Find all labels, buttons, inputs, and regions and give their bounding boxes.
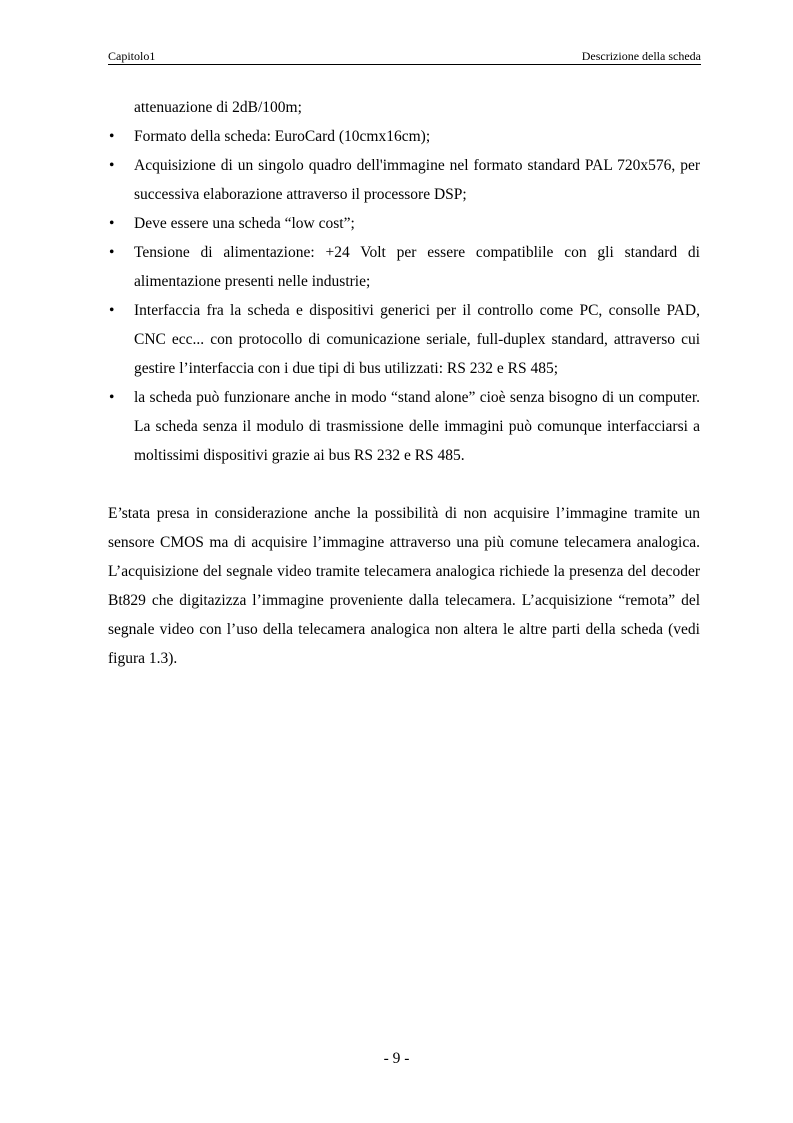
bullet-icon: •: [109, 157, 115, 174]
body-paragraph: E’stata presa in considerazione anche la possibilità di non acquisire l’immagine tramite un sensore CMOS ma di acquisire l’immagine attraverso una più comune telecamera analogica. L’acquisizione del segnale video tramite telecamera analogica richiede la presenza del decoder Bt829 che digitazizza l’immagine proveniente dalla telecamera. L’acquisizione “remota” del segnale video con l’uso della telecamera analogica non altera le altre parti della scheda (vedi figura 1.3).: [108, 505, 700, 667]
list-item-text: Deve essere una scheda “low cost”;: [134, 215, 355, 232]
header-section-title: Descrizione della scheda: [581, 49, 701, 63]
bullet-icon: •: [109, 215, 115, 232]
list-item-text: Tensione di alimentazione: +24 Volt per essere compatiblile con gli standard di alimentazione presenti nelle industrie;: [134, 244, 700, 290]
list-item-text: Formato della scheda: EuroCard (10cmx16cm);: [134, 128, 431, 145]
page-header: [108, 50, 701, 65]
list-item: [108, 296, 700, 383]
list-item: [108, 122, 700, 151]
bullet-icon: •: [109, 302, 115, 319]
bullet-icon: •: [109, 244, 115, 261]
list-item: [108, 151, 700, 209]
page-number: - 9 -: [383, 1050, 410, 1067]
header-chapter: Capitolo1: [108, 49, 156, 63]
list-item: [108, 238, 700, 296]
bullet-icon: •: [109, 389, 115, 406]
bullet-icon: •: [109, 128, 115, 145]
continued-list-text: attenuazione di 2dB/100m;: [134, 99, 302, 116]
list-item-text: Acquisizione di un singolo quadro dell'immagine nel formato standard PAL 720x576, per successiva elaborazione attraverso il processore DSP;: [134, 157, 700, 203]
list-item-text: la scheda può funzionare anche in modo “stand alone” cioè senza bisogno di un computer. La scheda senza il modulo di trasmissione delle immagini può comunque interfacciarsi a moltissimi dispositivi grazie ai bus RS 232 e RS 485.: [134, 389, 700, 464]
list-item-text: Interfaccia fra la scheda e dispositivi generici per il controllo come PC, consolle PAD, CNC ecc... con protocollo di comunicazione seriale, full-duplex standard, attraverso cui gestire l’interfaccia con i due tipi di bus utilizzati: RS 232 e RS 485;: [134, 302, 700, 377]
requirements-list: [108, 122, 700, 470]
list-item: [108, 209, 700, 238]
page-body: [108, 93, 700, 673]
list-item: [108, 383, 700, 470]
